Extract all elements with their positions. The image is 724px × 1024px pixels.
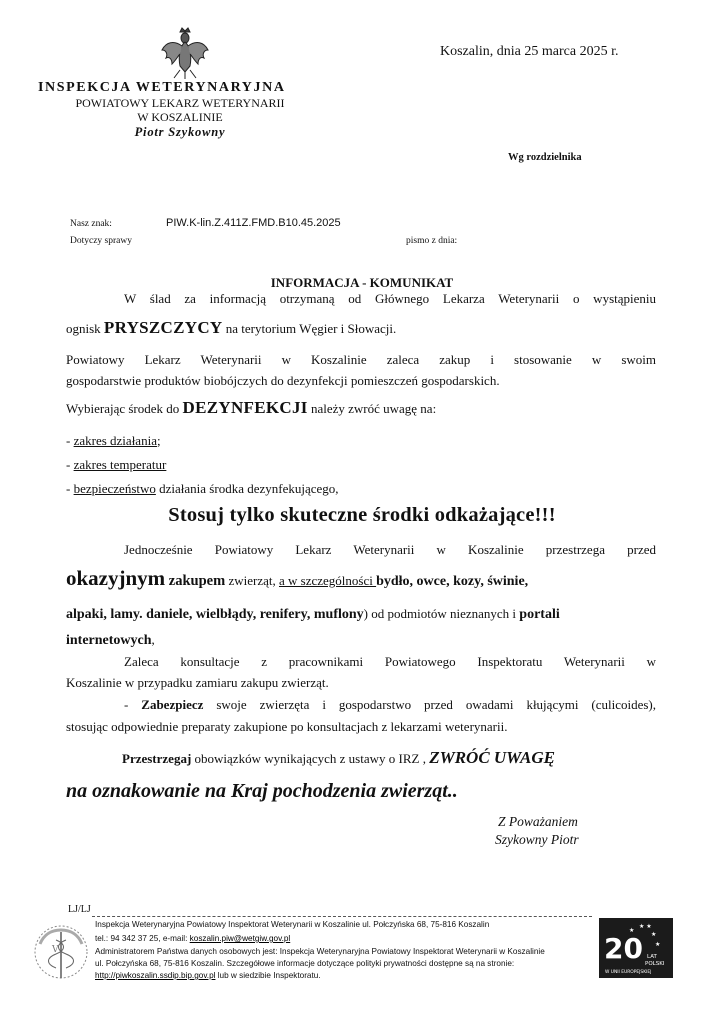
paragraph-intro: W ślad za informacją otrzymaną od Głównego Lekarza Weterynarii o wystąpieniu [124, 291, 656, 306]
logo-letter: V [52, 945, 59, 955]
footer-bip-link[interactable]: http://piwkoszalin.ssdip.bip.gov.pl [95, 971, 216, 980]
origin-labeling-note: na oznakowanie na Kraj pochodzenia zwierząt.. [66, 780, 458, 802]
footer-address: Inspekcja Weterynaryjna Powiatowy Inspektorat Weterynarii w Koszalinie ul. Połczyńska 68, 75-816 Koszalin [95, 920, 490, 929]
reference-label: Nasz znak: [70, 219, 112, 229]
document-date: Koszalin, dnia 25 marca 2025 r. [440, 44, 619, 59]
paragraph-recommendation-cont: gospodarstwie produktów biobójczych do dezynfekcji pomieszczeń gospodarskich. [66, 373, 500, 388]
text-span: internetowych [66, 633, 152, 648]
text-span: ognisk [66, 321, 104, 336]
list-item-text: zakres działania [73, 433, 157, 448]
institution-subtitle: POWIATOWY LEKARZ WETERYNARII [75, 96, 285, 110]
list-item [66, 455, 656, 474]
text-span: Przestrzegaj [122, 751, 192, 766]
paragraph-warning: Jednocześnie Powiatowy Lekarz Weterynarii w Koszalinie przestrzega przed [124, 542, 656, 557]
eu-logo-text: POLSKI [645, 961, 665, 967]
recipient-line: Wg rozdzielnika [508, 152, 582, 163]
footer-privacy-1: Administratorem Państwa danych osobowych jest: Inspekcja Weterynaryjna Powiatowy Inspektorat Weterynarii w Koszalinie [95, 947, 545, 956]
text-span: ) od podmiotów nieznanych i [363, 606, 520, 621]
text-span: Zabezpiecz [141, 697, 204, 712]
text-span: - [124, 697, 142, 712]
list-item [66, 479, 656, 498]
text-span: zwierząt, [225, 573, 279, 588]
footer-divider [92, 916, 592, 917]
svg-text:★: ★ [651, 931, 657, 938]
text-span: Wybierając środek do [66, 401, 183, 416]
paragraph-warning-cont [66, 630, 656, 650]
list-item-text: zakres temperatur [73, 457, 167, 472]
attention-keyword: ZWRÓĆ UWAGĘ [429, 748, 555, 767]
text-span: portali [519, 607, 560, 622]
eu-20-years-logo-icon [599, 918, 673, 978]
officer-name: Piotr Szykowny [134, 125, 226, 139]
paragraph-warning-cont [66, 566, 656, 591]
paragraph-consultation-cont: Koszalinie w przypadku zamiaru zakupu zwierząt. [66, 675, 329, 690]
letter-date-label: pismo z dnia: [406, 236, 458, 246]
signature-name: Szykowny Piotr [495, 832, 579, 847]
footer-contact [95, 934, 290, 945]
paragraph-obligations [66, 748, 656, 768]
list-item-text: bezpieczeństwo [73, 481, 156, 496]
institution-location: W KOSZALINIE [137, 110, 223, 124]
list-dash: - [66, 433, 74, 448]
eu-logo-number: 20 [604, 932, 643, 965]
signature-greeting: Z Poważaniem [498, 814, 578, 829]
text-span: należy zwróć uwagę na: [307, 401, 437, 416]
slogan-heading: Stosuj tylko skuteczne środki odkażające!!! [168, 504, 556, 526]
text-span: a w szczególności [278, 573, 377, 588]
svg-text:★: ★ [629, 927, 635, 934]
text-span: zakupem [165, 573, 226, 589]
svg-text:★: ★ [655, 941, 661, 948]
disease-name: PRYSZCZYCY [103, 318, 223, 337]
disinfection-keyword: DEZYNFEKCJI [182, 398, 308, 417]
svg-text:★ ★: ★ ★ [639, 923, 652, 930]
paragraph-consultation: Zaleca konsultacje z pracownikami Powiatowego Inspektoratu Weterynarii w [124, 654, 656, 669]
text-span: obowiązków wynikających z ustawy o IRZ , [191, 751, 430, 766]
text-span: swoje zwierzęta i gospodarstwo przed owadami kłującymi (culicoides), [203, 697, 656, 712]
text-span: działania środka dezynfekującego, [155, 481, 339, 496]
paragraph-intro-cont [66, 318, 656, 338]
paragraph-protection-cont: stosując odpowiednie preparaty zakupione po konsultacjach z lekarzami weterynarii. [66, 719, 508, 734]
paragraph-warning-cont [66, 604, 656, 624]
eu-logo-text: LAT [647, 954, 657, 960]
list-dash: - [66, 481, 74, 496]
text-span: , [151, 632, 155, 647]
footer-privacy-3 [95, 971, 321, 982]
list-dash: - [66, 457, 74, 472]
text-span: na terytorium Węgier i Słowacji. [222, 321, 397, 336]
list-item [66, 431, 656, 450]
animal-list: bydło, owce, kozy, świnie, [376, 574, 529, 589]
text-span: tel.: 94 342 37 25, e-mail: [95, 934, 190, 943]
footer-email-link[interactable]: koszalin.piw@wetgiw.gov.pl [189, 934, 291, 943]
footer-privacy-2: ul. Połczyńska 68, 75-816 Koszalin. Szczegółowe informacje dotyczące polityki prywatności dostępne są na stronie: [95, 959, 515, 968]
author-initials: LJ/LJ [68, 904, 91, 915]
reference-number: PIW.K-lin.Z.411Z.FMD.B10.45.2025 [166, 217, 341, 229]
eu-logo-text: W UNII EUROPEJSKIEJ [605, 970, 652, 975]
concerns-label: Dotyczy sprawy [70, 236, 132, 246]
institution-name: INSPEKCJA WETERYNARYJNA [38, 80, 286, 95]
document-title: INFORMACJA - KOMUNIKAT [270, 275, 454, 290]
veterinary-caduceus-logo-icon [30, 922, 92, 982]
paragraph-recommendation: Powiatowy Lekarz Weterynarii w Koszalinie zaleca zakup i stosowanie w swoim [66, 352, 656, 367]
text-span: lub w siedzibie Inspektoratu. [215, 971, 321, 980]
animal-list: alpaki, lamy. daniele, wielbłądy, renifery, muflony [66, 607, 364, 622]
text-span: ; [156, 433, 161, 448]
paragraph-protection [66, 695, 656, 714]
paragraph-disinfection [66, 398, 656, 418]
warning-keyword: okazyjnym [66, 566, 166, 590]
polish-eagle-emblem-icon [160, 26, 210, 80]
